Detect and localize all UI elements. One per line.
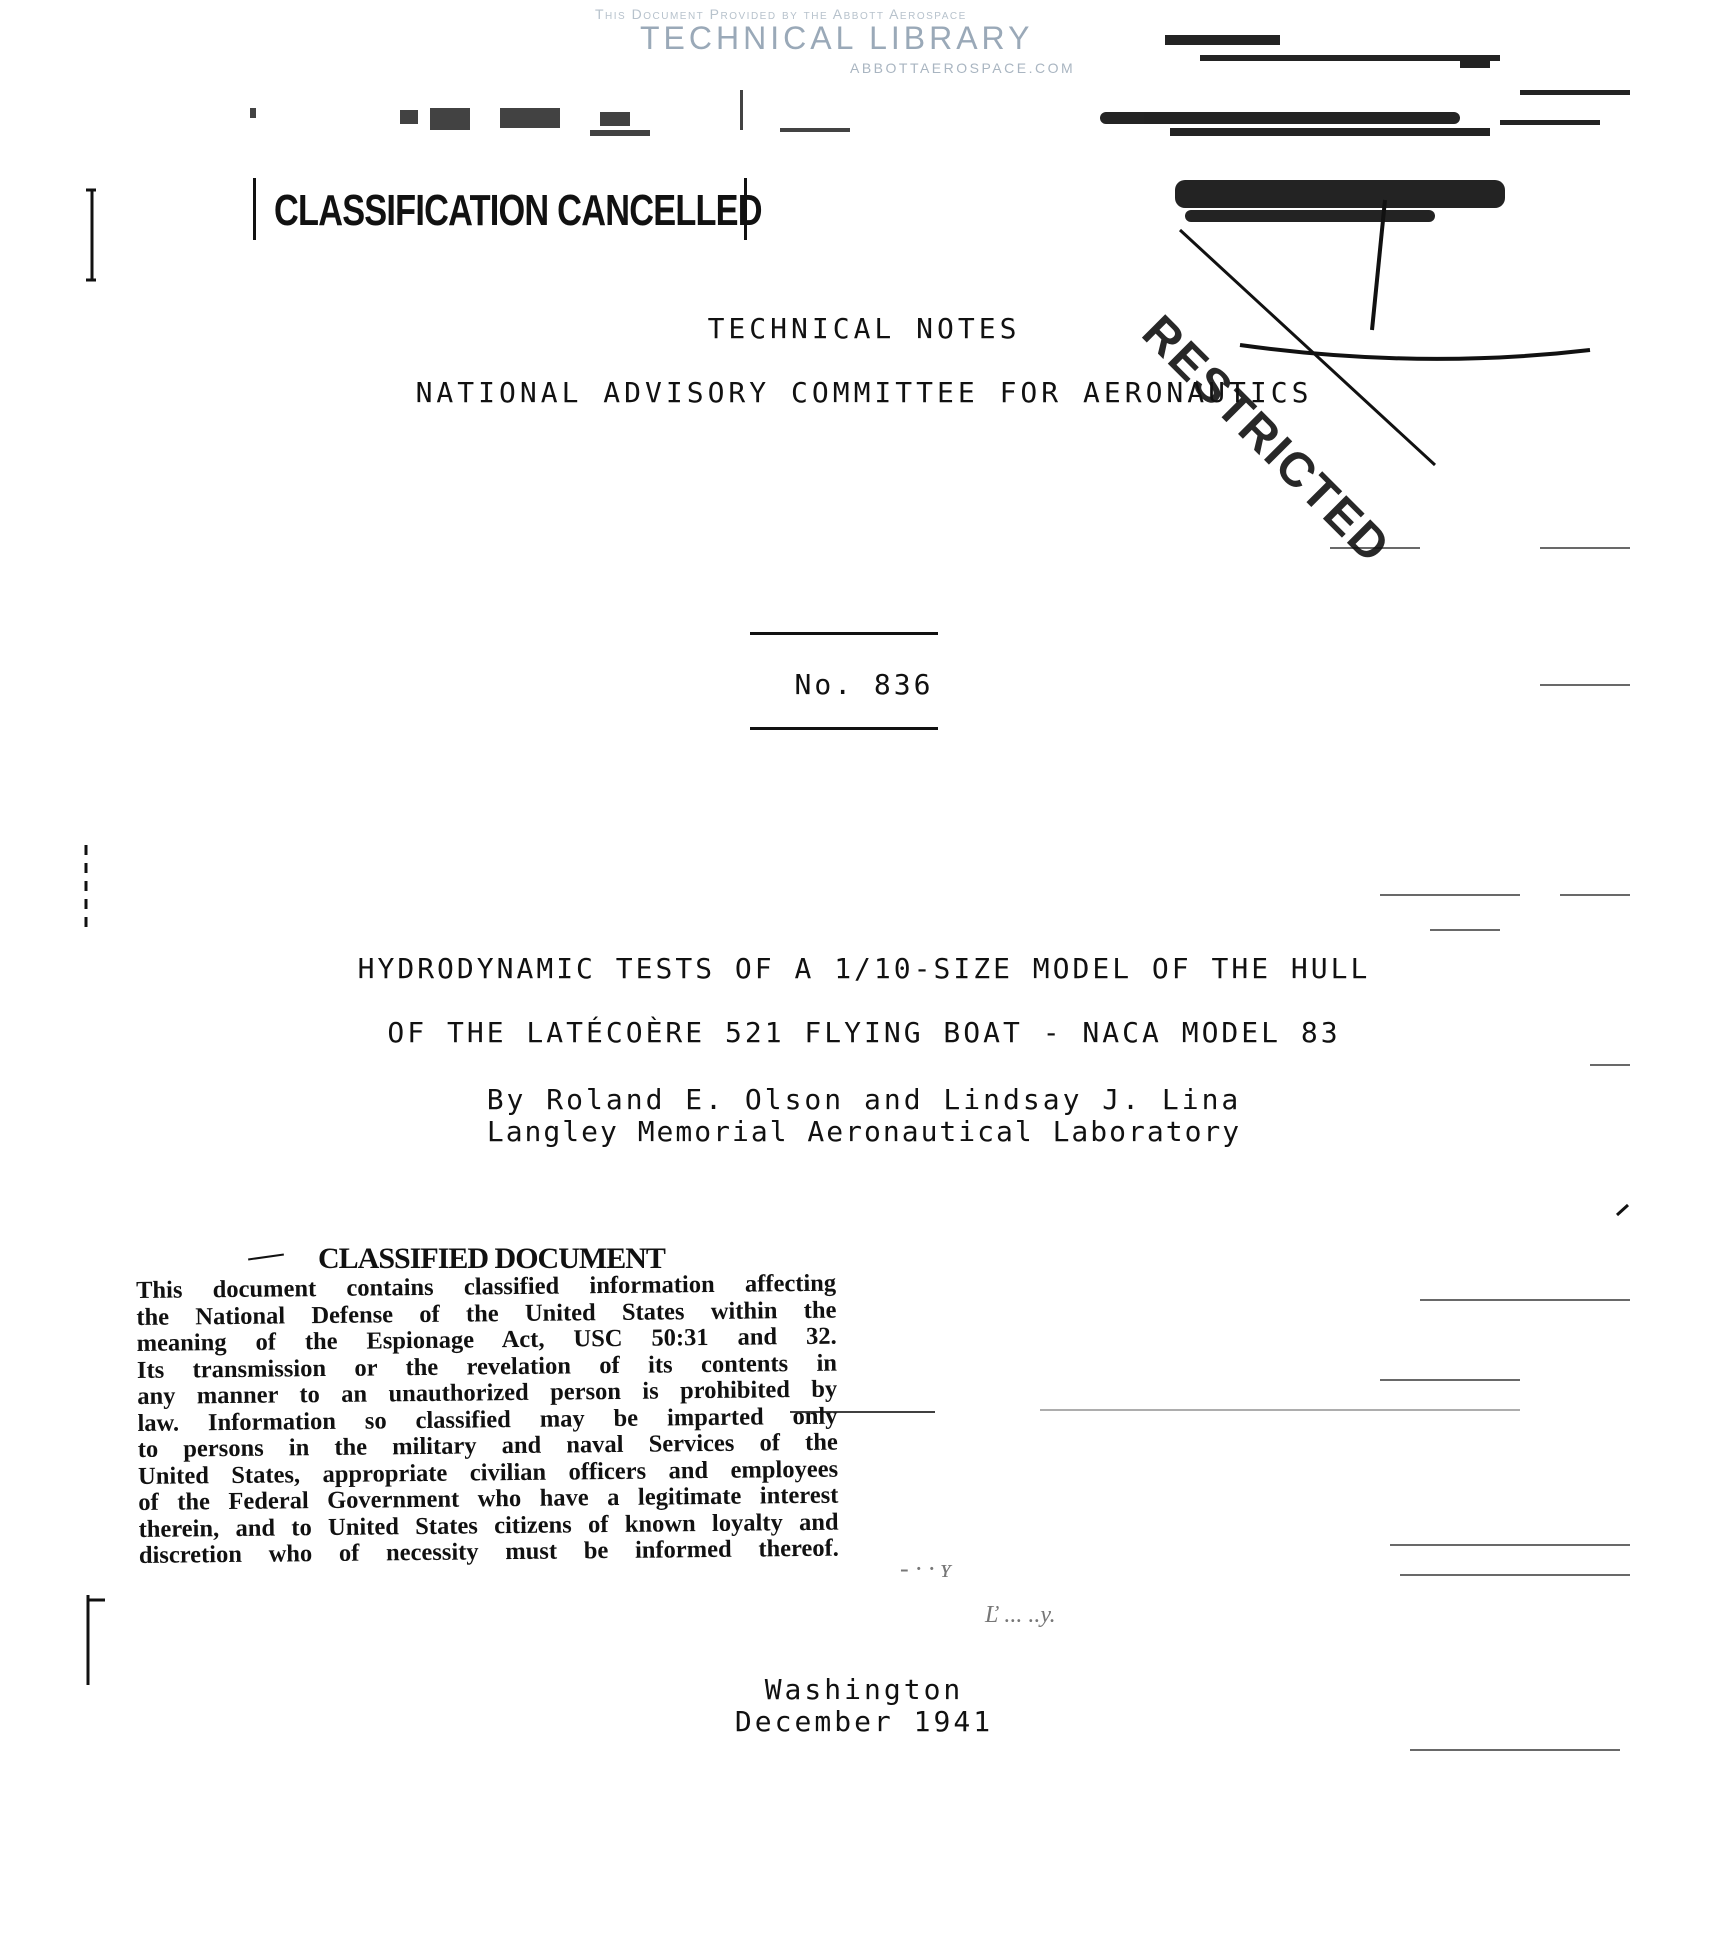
committee-heading: NATIONAL ADVISORY COMMITTEE FOR AERONAUTICS	[415, 376, 1313, 409]
watermark-library-title: TECHNICAL LIBRARY	[640, 20, 1034, 56]
classified-notice-line: discretion who of necessity must be informed thereof.	[138, 1534, 840, 1569]
restricted-stamp: RESTRICTED	[1131, 305, 1401, 575]
publication-date: December 1941	[734, 1705, 994, 1738]
title-line-1: HYDRODYNAMIC TESTS OF A 1/10-SIZE MODEL OF THE HULL	[357, 952, 1371, 985]
classified-notice-line: Its transmission or the revelation of its contents in	[136, 1349, 838, 1384]
watermark-website: ABBOTTAEROSPACE.COM	[850, 60, 1076, 76]
notice-dash	[248, 1254, 284, 1261]
classification-stamp	[253, 178, 762, 240]
classified-notice-line: therein, and to United States citizens of known loyalty and	[138, 1508, 839, 1543]
classified-notice-line: to persons in the military and naval Services of the	[137, 1428, 838, 1463]
classified-notice-line: any manner to an unauthorized person is prohibited by	[137, 1375, 838, 1410]
classified-notice-line: of the Federal Government who have a legitimate interest	[138, 1481, 839, 1516]
classified-notice-line: United States, appropriate civilian officers and employees	[137, 1455, 839, 1490]
series-heading: TECHNICAL NOTES	[707, 312, 1021, 345]
svg-text:Ľ ... ..y.: Ľ ... ..y.	[985, 1602, 1056, 1628]
place-of-publication: Washington	[764, 1673, 964, 1706]
authors: By Roland E. Olson and Lindsay J. Lina	[486, 1083, 1242, 1116]
title-line-2: OF THE LATÉCOÈRE 521 FLYING BOAT - NACA MODEL 83	[387, 1016, 1341, 1049]
affiliation: Langley Memorial Aeronautical Laboratory	[486, 1115, 1242, 1148]
classified-notice-line: This document contains classified information affecting	[135, 1269, 837, 1304]
classified-notice-line: meaning of the Espionage Act, USC 50:31 and 32.	[136, 1322, 837, 1357]
classified-notice-heading: CLASSIFIED DOCUMENT	[318, 1242, 665, 1275]
classified-notice-body	[136, 1271, 839, 1570]
classified-notice-line: the National Defense of the United States within the	[136, 1296, 837, 1331]
note-number: No. 836	[794, 668, 934, 701]
svg-text:- · · ʏ: - · · ʏ	[900, 1554, 951, 1583]
classification-stamp-text: CLASSIFICATION CANCELLED	[274, 186, 762, 235]
watermark-provider-line: This Document Provided by the Abbott Aerospace	[595, 6, 967, 22]
classified-notice-line: law. Information so classified may be imparted only	[137, 1402, 838, 1437]
number-rule-top	[750, 632, 938, 635]
number-rule-bottom	[750, 727, 938, 730]
